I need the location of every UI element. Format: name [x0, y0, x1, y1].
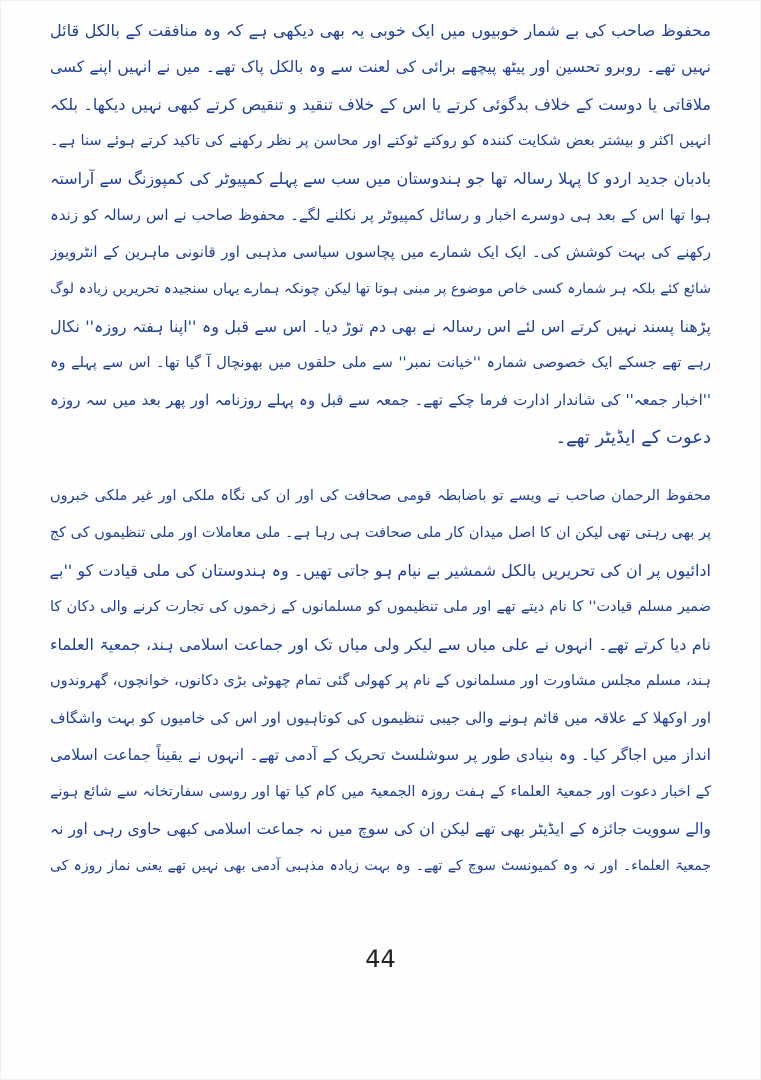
text-line: ملاقاتی یا دوست کے خلاف بدگوئی کرتے یا اس کے خلاف تنقید و تنقیص کرتے کبھی نہیں دیکھا۔ بلکہ: [50, 95, 711, 114]
text-line: پر بھی رہتی تھی لیکن ان کا اصل میدان کار ملی صحافت ہی رہا ہے۔ ملی معاملات اور ملی تنظیموں کی کج: [50, 525, 711, 541]
text-line: محفوظ صاحب کی بے شمار خوبیوں میں ایک خوبی یہ بھی دیکھی ہے کہ وہ منافقت کے بالکل قائل: [50, 21, 711, 40]
text-line: رہے تھے جسکے ایک خصوصی شمارہ ''خیانت نمبر'' سے ملی حلقوں میں بھونچال آ گیا تھا۔ اس سے پہلے وہ: [50, 355, 711, 371]
text-line: ادائیوں پر ان کی تحریریں بالکل شمشیر بے نیام ہو جاتی تھیں۔ وہ ہندوستان کی ملی قیادت کو ''بے: [50, 561, 711, 580]
text-line: رکھنے کی بہت کوشش کی۔ ایک ایک شمارے میں پچاسوں سیاسی مذہبی اور قانونی ماہرین کے انٹرویوز: [50, 243, 711, 261]
text-line: ہوا تھا اس کے بعد ہی دوسرے اخبار و رسائل کمپیوٹر پر نکلنے لگے۔ محفوظ صاحب نے اس رسالہ کو زندہ: [50, 206, 711, 224]
text-line: اور اوکھلا کے علاقہ میں قائم ہونے والی جیبی تنظیموں کی کوتاہیوں اور اس کی خامیوں کو بہت واشگاف: [50, 709, 711, 727]
text-line: محفوظ الرحمان صاحب نے ویسے تو باضابطہ قومی صحافت کی اور ان کی نگاہ ملکی اور غیر ملکی خبروں: [50, 488, 711, 504]
text-line: والے سوویت جائزہ کے ایڈیٹر بھی تھے لیکن ان کی سوچ میں نہ جماعت اسلامی کبھی حاوی رہی اور نہ: [50, 820, 711, 838]
paragraph-2: [50, 478, 711, 885]
paragraph-gap: [50, 456, 711, 478]
text-line: جمعیۃ العلماء۔ اور نہ وہ کمیونسٹ سوچ کے تھے۔ وہ بہت زیادہ مذہبی آدمی بھی نہیں تھے یعنی نماز روزہ کی: [50, 858, 711, 874]
text-line: نام دیا کرتے تھے۔ انہوں نے علی میاں سے لیکر ولی میاں تک اور جماعت اسلامی ہند، جمعیۃ العلماء: [50, 635, 711, 654]
text-line: نہیں تھے۔ روبرو تحسین اور پیٹھ پیچھے برائی کی لعنت سے وہ بالکل پاک تھے۔ میں نے انہیں اپنے کسی: [50, 58, 711, 76]
text-line: انداز میں اجاگر کیا۔ وہ بنیادی طور پر سوشلسٹ تحریک کے آدمی تھے۔ انہوں نے یقیناً جماعت اسلامی: [50, 746, 711, 764]
paragraph-1: [50, 12, 711, 456]
text-line: ضمیر مسلم قیادت'' کا نام دیتے تھے اور ملی تنظیموں کو مسلمانوں کے زخموں کی تجارت کرنے والی دکان کا: [50, 599, 711, 615]
text-line: ''اخبار جمعہ'' کی شاندار ادارت فرما چکے تھے۔ جمعہ سے قبل وہ پہلے روزنامہ اور پھر بعد میں سہ روزہ: [50, 391, 711, 409]
page-number: 44: [365, 945, 396, 973]
text-line: پڑھنا پسند نہیں کرتے اس لئے اس رسالہ نے بھی دم توڑ دیا۔ اس سے قبل وہ ''اپنا ہفتہ روزہ'' نکال: [50, 317, 711, 336]
text-line: انہیں اکثر و بیشتر بعض شکایت کنندہ کو روکتے ٹوکتے اور محاسن پر نظر رکھنے کی تاکید کرتے ہوئے سنا ہے۔: [50, 133, 711, 149]
body-text: [50, 12, 711, 885]
text-line: شائع کئے بلکہ ہر شمارہ کسی خاص موضوع پر مبنی ہوتا تھا لیکن چونکہ ہمارے یہاں سنجیدہ تحریریں زیادہ لوگ: [50, 281, 711, 297]
text-line: دعوت کے ایڈیٹر تھے۔: [555, 427, 711, 448]
text-line: ہند، مسلم مجلس مشاورت اور مسلمانوں کے نام پر کھولی گئی تمام چھوٹی بڑی دکانوں، خوانچوں، گھروندوں: [50, 673, 711, 689]
text-line: کے اخبار دعوت اور جمعیۃ العلماء کے ہفت روزہ الجمعیۃ میں کام کیا تھا اور روسی سفارتخانہ سے شائع ہونے: [50, 784, 711, 800]
text-line: بادبان جدید اردو کا پہلا رسالہ تھا جو ہندوستان میں سب سے پہلے کمپیوٹر کی کمپوزنگ سے آراستہ: [50, 169, 711, 188]
